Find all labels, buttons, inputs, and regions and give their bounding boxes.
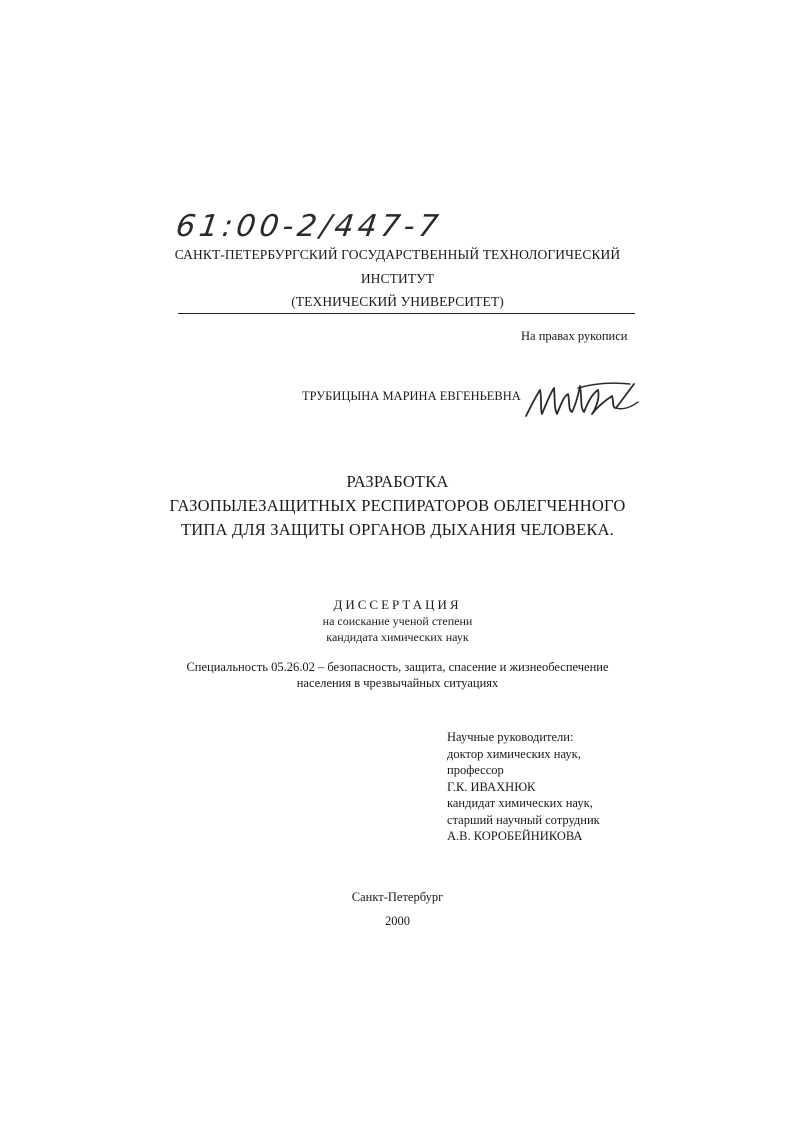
handwritten-catalog-code-text: 61:00-2/447-7 <box>173 209 445 244</box>
dissertation-degree-line-1: на соискание ученой степени <box>322 614 473 628</box>
title-line-3: ТИПА ДЛЯ ЗАЩИТЫ ОРГАНОВ ДЫХАНИЯ ЧЕЛОВЕКА. <box>180 520 615 539</box>
dissertation-degree-line-2: кандидата химических наук <box>326 630 469 644</box>
rights-note: На правах рукописи <box>521 329 628 343</box>
city: Санкт-Петербург <box>351 890 444 904</box>
title-line-1: РАЗРАБОТКА <box>346 472 449 491</box>
advisor-line: Г.К. ИВАХНЮК <box>447 779 536 794</box>
institution-line-1: САНКТ-ПЕТЕРБУРГСКИЙ ГОСУДАРСТВЕННЫЙ ТЕХНОЛОГИЧЕСКИЙ <box>174 247 621 262</box>
advisor-line: старший научный сотрудник <box>447 812 600 827</box>
institution-line-2: ИНСТИТУТ <box>360 271 435 286</box>
specialty-line-2: населения в чрезвычайных ситуациях <box>296 676 499 690</box>
advisor-line: профессор <box>447 763 504 777</box>
author-name: ТРУБИЦЫНА МАРИНА ЕВГЕНЬЕВНА <box>302 389 521 403</box>
advisor-line: кандидат химических наук, <box>447 796 593 810</box>
specialty-line-1: Специальность 05.26.02 – безопасность, защита, спасение и жизнеобеспечение <box>186 660 609 674</box>
author-signature <box>522 374 642 424</box>
advisors-block <box>447 729 600 845</box>
institution-line-3: (ТЕХНИЧЕСКИЙ УНИВЕРСИТЕТ) <box>291 294 504 309</box>
header-divider <box>178 313 635 314</box>
dissertation-label: ДИССЕРТАЦИЯ <box>333 597 462 612</box>
advisors-heading: Научные руководители: <box>447 730 574 744</box>
advisor-line: доктор химических наук, <box>447 746 581 761</box>
handwritten-catalog-code <box>173 200 445 250</box>
advisor-line: А.В. КОРОБЕЙНИКОВА <box>447 829 583 843</box>
title-line-2: ГАЗОПЫЛЕЗАЩИТНЫХ РЕСПИРАТОРОВ ОБЛЕГЧЕННОГО <box>169 496 626 515</box>
year: 2000 <box>385 914 410 928</box>
